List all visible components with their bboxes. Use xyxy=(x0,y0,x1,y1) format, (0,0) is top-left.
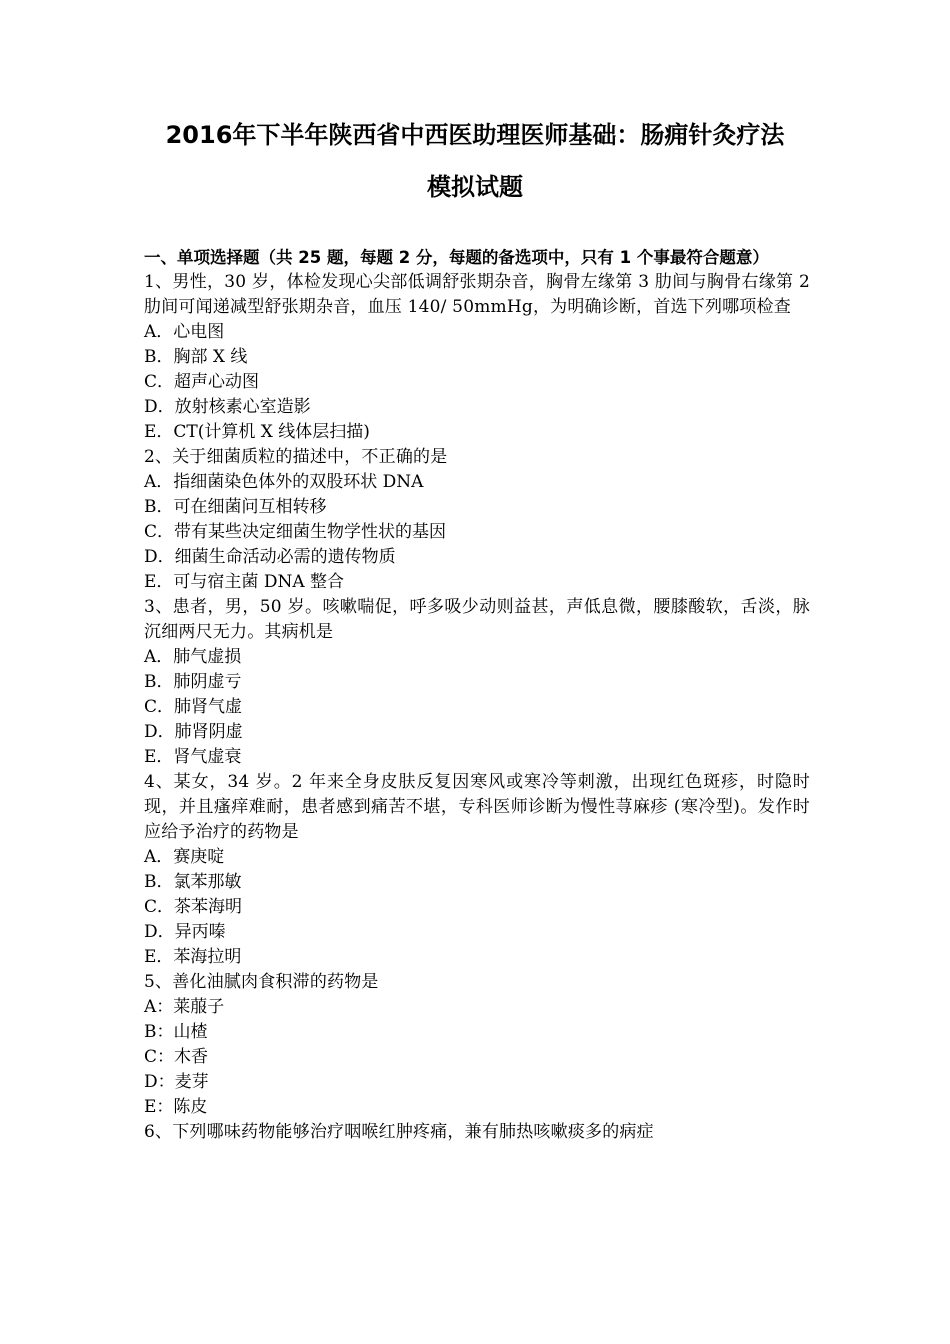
option-a: A．指细菌染色体外的双股环状 DNA xyxy=(144,472,424,492)
question-text: 4、某女，34 岁。2 年来全身皮肤反复因寒风或寒冷等刺激，出现红色斑疹，时隐时现，并且瘙痒难耐，患者感到痛苦不堪，专科医师诊断为慢性荨麻疹 (寒冷型)。发作时应给予治疗的药物是 xyxy=(144,772,810,842)
option-e: E．苯海拉明 xyxy=(144,947,242,967)
question-6 xyxy=(144,1120,810,1145)
option-e: E．CT(计算机 X 线体层扫描) xyxy=(144,422,370,442)
question-text: 5、善化油腻肉食积滞的药物是 xyxy=(144,972,379,992)
question-text: 1、男性，30 岁，体检发现心尖部低调舒张期杂音，胸骨左缘第 3 肋间与胸骨右缘第 2 肋间可闻递减型舒张期杂音，血压 140/ 50mmHg，为明确诊断，首选下列哪项检查 xyxy=(144,272,810,317)
question-1 xyxy=(144,270,810,445)
option-b: B：山楂 xyxy=(144,1022,208,1042)
option-d: D．肺肾阴虚 xyxy=(144,722,243,742)
option-b: B．胸部 X 线 xyxy=(144,347,248,367)
option-e: E：陈皮 xyxy=(144,1097,208,1117)
option-a: A．肺气虚损 xyxy=(144,647,242,667)
question-4 xyxy=(144,770,810,970)
option-d: D：麦芽 xyxy=(144,1072,209,1092)
question-text: 6、下列哪味药物能够治疗咽喉红肿疼痛，兼有肺热咳嗽痰多的病症 xyxy=(144,1122,654,1142)
option-e: E．肾气虚衰 xyxy=(144,747,242,767)
option-e: E．可与宿主菌 DNA 整合 xyxy=(144,572,344,592)
option-b: B．氯苯那敏 xyxy=(144,872,242,892)
option-a: A．赛庚啶 xyxy=(144,847,225,867)
option-d: D．异丙嗪 xyxy=(144,922,226,942)
section-heading: 一、单项选择题（共 25 题，每题 2 分，每题的备选项中，只有 1 个事最符合题意） xyxy=(144,248,769,267)
option-c: C．带有某些决定细菌生物学性状的基因 xyxy=(144,522,447,542)
option-d: D．细菌生命活动必需的遗传物质 xyxy=(144,547,396,567)
document-body xyxy=(144,245,810,1145)
question-2 xyxy=(144,445,810,595)
option-a: A．心电图 xyxy=(144,322,225,342)
option-c: C．超声心动图 xyxy=(144,372,260,392)
option-c: C．茶苯海明 xyxy=(144,897,243,917)
option-a: A：莱菔子 xyxy=(144,997,225,1017)
question-5 xyxy=(144,970,810,1120)
option-c: C：木香 xyxy=(144,1047,209,1067)
option-b: B．可在细菌问互相转移 xyxy=(144,497,327,517)
option-d: D．放射核素心室造影 xyxy=(144,397,311,417)
question-text: 2、关于细菌质粒的描述中，不正确的是 xyxy=(144,447,448,467)
question-3 xyxy=(144,595,810,770)
option-c: C．肺肾气虚 xyxy=(144,697,243,717)
document-title-line-2: 模拟试题 xyxy=(427,173,523,201)
question-text: 3、患者，男，50 岁。咳嗽喘促，呼多吸少动则益甚，声低息微，腰膝酸软，舌淡，脉沉细两尺无力。其病机是 xyxy=(144,597,810,642)
option-b: B．肺阴虚亏 xyxy=(144,672,242,692)
document-title-line-1: 2016年下半年陕西省中西医助理医师基础：肠痈针灸疗法 xyxy=(165,121,785,149)
